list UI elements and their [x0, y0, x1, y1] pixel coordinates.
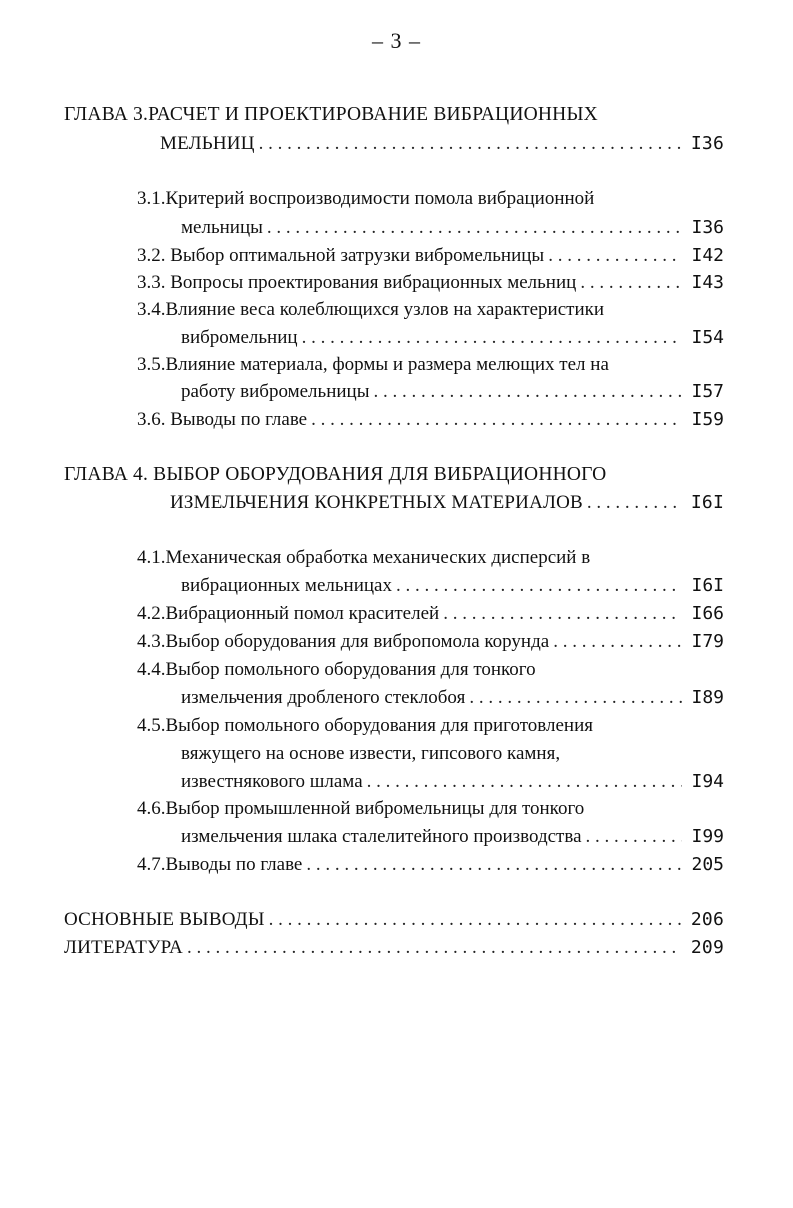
- section-3-5-line1: 3.5.Влияние материала, формы и размера мелющих тел на: [137, 354, 609, 375]
- chapter-4-title-line2: ИЗМЕЛЬЧЕНИЯ КОНКРЕТНЫХ МАТЕРИАЛОВ: [170, 492, 583, 513]
- section-3-4-entry: [181, 325, 724, 351]
- conclusions-page: 206: [690, 909, 724, 930]
- leader-dots: [580, 270, 682, 296]
- section-4-1-page: I6I: [691, 575, 724, 596]
- conclusions-entry: [64, 907, 724, 933]
- section-3-6-page: I59: [691, 409, 724, 430]
- leader-dots: [259, 131, 682, 157]
- section-4-4-entry: [181, 685, 724, 711]
- section-4-7-page: 205: [691, 854, 724, 875]
- leader-dots: [586, 824, 682, 850]
- conclusions-label: ОСНОВНЫЕ ВЫВОДЫ: [64, 909, 265, 930]
- section-4-6-line1: 4.6.Выбор промышленной вибромельницы для тонкого: [137, 798, 585, 819]
- leader-dots: [367, 769, 682, 795]
- section-4-1-line2: вибрационных мельницах: [181, 575, 392, 596]
- section-4-4-page: I89: [691, 687, 724, 708]
- leader-dots: [269, 907, 682, 933]
- section-4-7-entry: [137, 852, 724, 878]
- chapter-3-title-line1: ГЛАВА 3.РАСЧЕТ И ПРОЕКТИРОВАНИЕ ВИБРАЦИОННЫХ: [64, 104, 598, 125]
- section-4-3-page: I79: [691, 631, 724, 652]
- section-3-3-line1: 3.3. Вопросы проектирования вибрационных мельниц: [137, 272, 577, 293]
- section-3-3-entry: [137, 270, 724, 296]
- section-4-5-line1: 4.5.Выбор помольного оборудования для приготовления: [137, 715, 593, 736]
- section-3-5-entry: [181, 379, 724, 405]
- leader-dots: [548, 243, 682, 269]
- section-4-4-line2: измельчения дробленого стеклобоя: [181, 687, 466, 708]
- chapter-4-page: I6I: [690, 492, 724, 513]
- leader-dots: [187, 935, 682, 961]
- section-3-5-line2: работу вибромельницы: [181, 381, 370, 402]
- section-3-6-line1: 3.6. Выводы по главе: [137, 409, 308, 430]
- chapter-4-title-line1: ГЛАВА 4. ВЫБОР ОБОРУДОВАНИЯ ДЛЯ ВИБРАЦИОННОГО: [64, 464, 607, 485]
- section-3-1-page: I36: [691, 217, 724, 238]
- chapter-3-title-line2: МЕЛЬНИЦ: [160, 133, 255, 154]
- section-4-3-line1: 4.3.Выбор оборудования для вибропомола корунда: [137, 631, 550, 652]
- leader-dots: [267, 215, 682, 241]
- section-3-1-line2: мельницы: [181, 217, 263, 238]
- section-4-2-line1: 4.2.Вибрационный помол красителей: [137, 603, 440, 624]
- section-3-2-line1: 3.2. Выбор оптимальной затрузки вибромельницы: [137, 245, 545, 266]
- section-4-5-line2: вяжущего на основе извести, гипсового камня,: [181, 743, 561, 764]
- section-4-3-entry: [137, 629, 724, 655]
- leader-dots: [587, 490, 682, 516]
- leader-dots: [396, 573, 682, 599]
- leader-dots: [373, 379, 682, 405]
- leader-dots: [553, 629, 682, 655]
- section-3-2-entry: [137, 243, 724, 269]
- section-4-1-entry: [181, 573, 724, 599]
- leader-dots: [443, 601, 682, 627]
- page-number: – 3 –: [372, 28, 421, 53]
- literature-entry: [64, 935, 724, 961]
- section-3-1-line1: 3.1.Критерий воспроизводимости помола вибрационной: [137, 188, 595, 209]
- section-4-5-line3: известнякового шлама: [181, 771, 363, 792]
- section-3-2-page: I42: [691, 245, 724, 266]
- section-3-3-page: I43: [691, 272, 724, 293]
- leader-dots: [302, 325, 682, 351]
- section-3-4-line2: вибромельниц: [181, 327, 298, 348]
- section-3-5-page: I57: [691, 381, 724, 402]
- literature-page: 209: [690, 937, 724, 958]
- leader-dots: [469, 685, 682, 711]
- section-3-4-page: I54: [691, 327, 724, 348]
- chapter-4-title-entry: [170, 490, 724, 516]
- section-4-4-line1: 4.4.Выбор помольного оборудования для тонкого: [137, 659, 536, 680]
- section-3-4-line1: 3.4.Влияние веса колеблющихся узлов на характеристики: [137, 299, 605, 320]
- section-3-1-entry: [181, 215, 724, 241]
- section-4-5-entry: [181, 769, 724, 795]
- section-4-5-page: I94: [691, 771, 724, 792]
- section-4-6-page: I99: [691, 826, 724, 847]
- section-4-6-entry: [181, 824, 724, 850]
- leader-dots: [306, 852, 682, 878]
- section-4-1-line1: 4.1.Механическая обработка механических дисперсий в: [137, 547, 591, 568]
- chapter-3-page: I36: [690, 133, 724, 154]
- section-4-7-line1: 4.7.Выводы по главе: [137, 854, 303, 875]
- section-3-6-entry: [137, 407, 724, 433]
- section-4-2-page: I66: [691, 603, 724, 624]
- leader-dots: [311, 407, 682, 433]
- chapter-3-title-entry: [160, 131, 724, 157]
- section-4-2-entry: [137, 601, 724, 627]
- section-4-6-line2: измельчения шлака сталелитейного производства: [181, 826, 582, 847]
- literature-label: ЛИТЕРАТУРА: [64, 937, 183, 958]
